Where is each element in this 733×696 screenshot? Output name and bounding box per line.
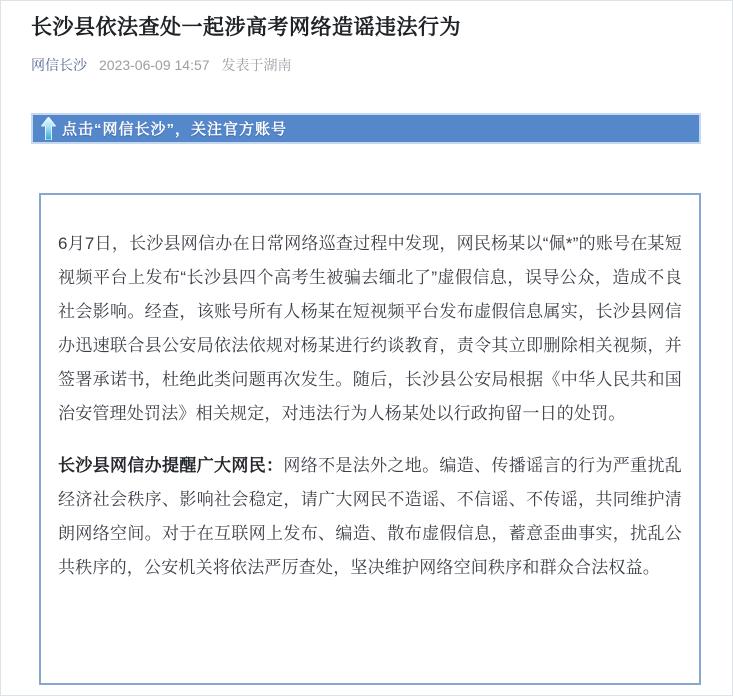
up-arrow-icon <box>41 117 56 140</box>
account-link[interactable]: 网信长沙 <box>31 57 87 74</box>
article-box <box>39 193 701 685</box>
paragraph-1: 6月7日，长沙县网信办在日常网络巡查过程中发现，网民杨某以“佩*”的账号在某短视频平台上发布“长沙县四个高考生被骗去缅北了”虚假信息，误导公众，造成不良社会影响。经查，该账号所有人杨某在短视频平台发布虚假信息属实，长沙县网信办迅速联合县公安局依法依规对杨某进行约谈教育，责令其立即删除相关视频，并签署承诺书，杜绝此类问题再次发生。随后，长沙县公安局根据《中华人民共和国治安管理处罚法》相关规定，对违法行为人杨某处以行政拘留一日的处罚。 <box>58 234 682 424</box>
banner-text: 点击“网信长沙”，关注官方账号 <box>62 121 288 139</box>
paragraph-2 <box>58 449 682 585</box>
article-content <box>1 14 732 685</box>
follow-banner[interactable] <box>31 113 701 144</box>
publish-time: 2023-06-09 14:57 <box>99 57 210 74</box>
paragraph-2-lead: 长沙县网信办提醒广大网民： <box>58 456 284 476</box>
byline <box>31 55 699 75</box>
paragraph-2-text: 网络不是法外之地。编造、传播谣言的行为严重扰乱经济社会秩序、影响社会稳定，请广大网民不造谣、不信谣、不传谣，共同维护清朗网络空间。对于在互联网上发布、编造、散布虚假信息，蓄意歪曲事实，扰乱公共秩序的，公安机关将依法严厉查处，坚决维护网络空间秩序和群众合法权益。 <box>58 456 682 578</box>
page-title: 长沙县依法查处一起涉高考网络造谣违法行为 <box>31 16 461 39</box>
publish-location: 发表于湖南 <box>221 57 292 74</box>
